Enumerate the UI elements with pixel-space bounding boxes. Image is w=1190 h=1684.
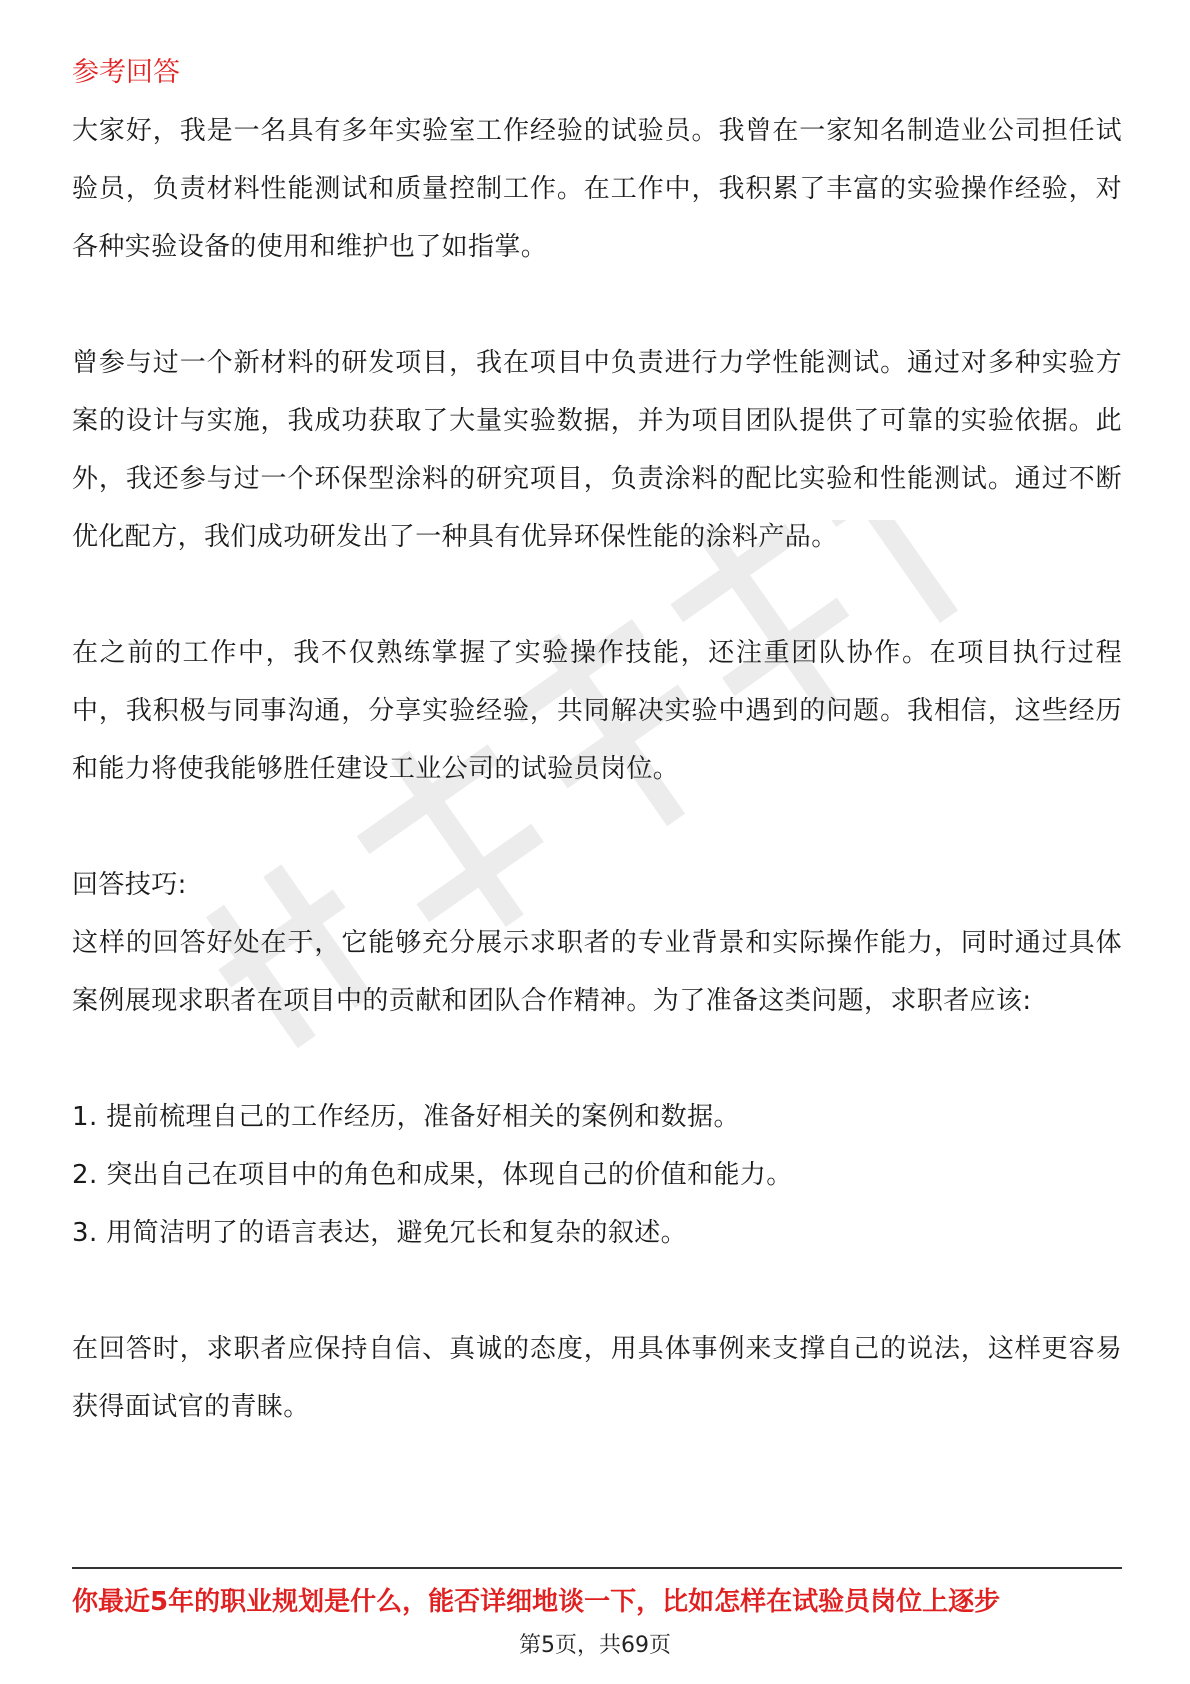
paragraph-gap [72,1262,1122,1320]
tips-list-item: 2. 突出自己在项目中的角色和成果，体现自己的价值和能力。 [72,1160,793,1190]
answer-paragraph-2: 曾参与过一个新材料的研发项目，我在项目中负责进行力学性能测试。通过对多种实验方案的设计与实施，我成功获取了大量实验数据，并为项目团队提供了可靠的实验依据。此外，我还参与过一个环保型涂料的研究项目，负责涂料的配比实验和性能测试。通过不断优化配方，我们成功研发出了一种具有优异环保性能的涂料产品。 [72,348,1122,552]
paragraph-gap [72,798,1122,856]
closing-paragraph: 在回答时，求职者应保持自信、真诚的态度，用具体事例来支撑自己的说法，这样更容易获得面试官的青睐。 [72,1334,1122,1422]
section-divider [72,1567,1122,1569]
paragraph-gap [72,566,1122,624]
tips-list-item: 1. 提前梳理自己的工作经历，准备好相关的案例和数据。 [72,1102,740,1132]
page-number: 第5页，共69页 [519,1633,671,1658]
answer-paragraph-1: 大家好，我是一名具有多年实验室工作经验的试验员。我曾在一家知名制造业公司担任试验员，负责材料性能测试和质量控制工作。在工作中，我积累了丰富的实验操作经验，对各种实验设备的使用和维护也了如指掌。 [72,116,1122,262]
tips-paragraph: 这样的回答好处在于，它能够充分展示求职者的专业背景和实际操作能力，同时通过具体案例展现求职者在项目中的贡献和团队合作精神。为了准备这类问题，求职者应该: [72,928,1122,1016]
next-question-heading: 你最近5年的职业规划是什么，能否详细地谈一下，比如怎样在试验员岗位上逐步 [72,1587,1001,1617]
answer-content [72,44,1122,1436]
tips-label: 回答技巧: [72,870,187,900]
tips-list-item: 3. 用简洁明了的语言表达，避免冗长和复杂的叙述。 [72,1218,688,1248]
reference-answer-heading: 参考回答 [72,57,180,88]
answer-paragraph-3: 在之前的工作中，我不仅熟练掌握了实验操作技能，还注重团队协作。在项目执行过程中，我积极与同事沟通，分享实验经验，共同解决实验中遇到的问题。我相信，这些经历和能力将使我能够胜任建设工业公司的试验员岗位。 [72,638,1122,784]
paragraph-gap [72,1030,1122,1088]
paragraph-gap [72,276,1122,334]
